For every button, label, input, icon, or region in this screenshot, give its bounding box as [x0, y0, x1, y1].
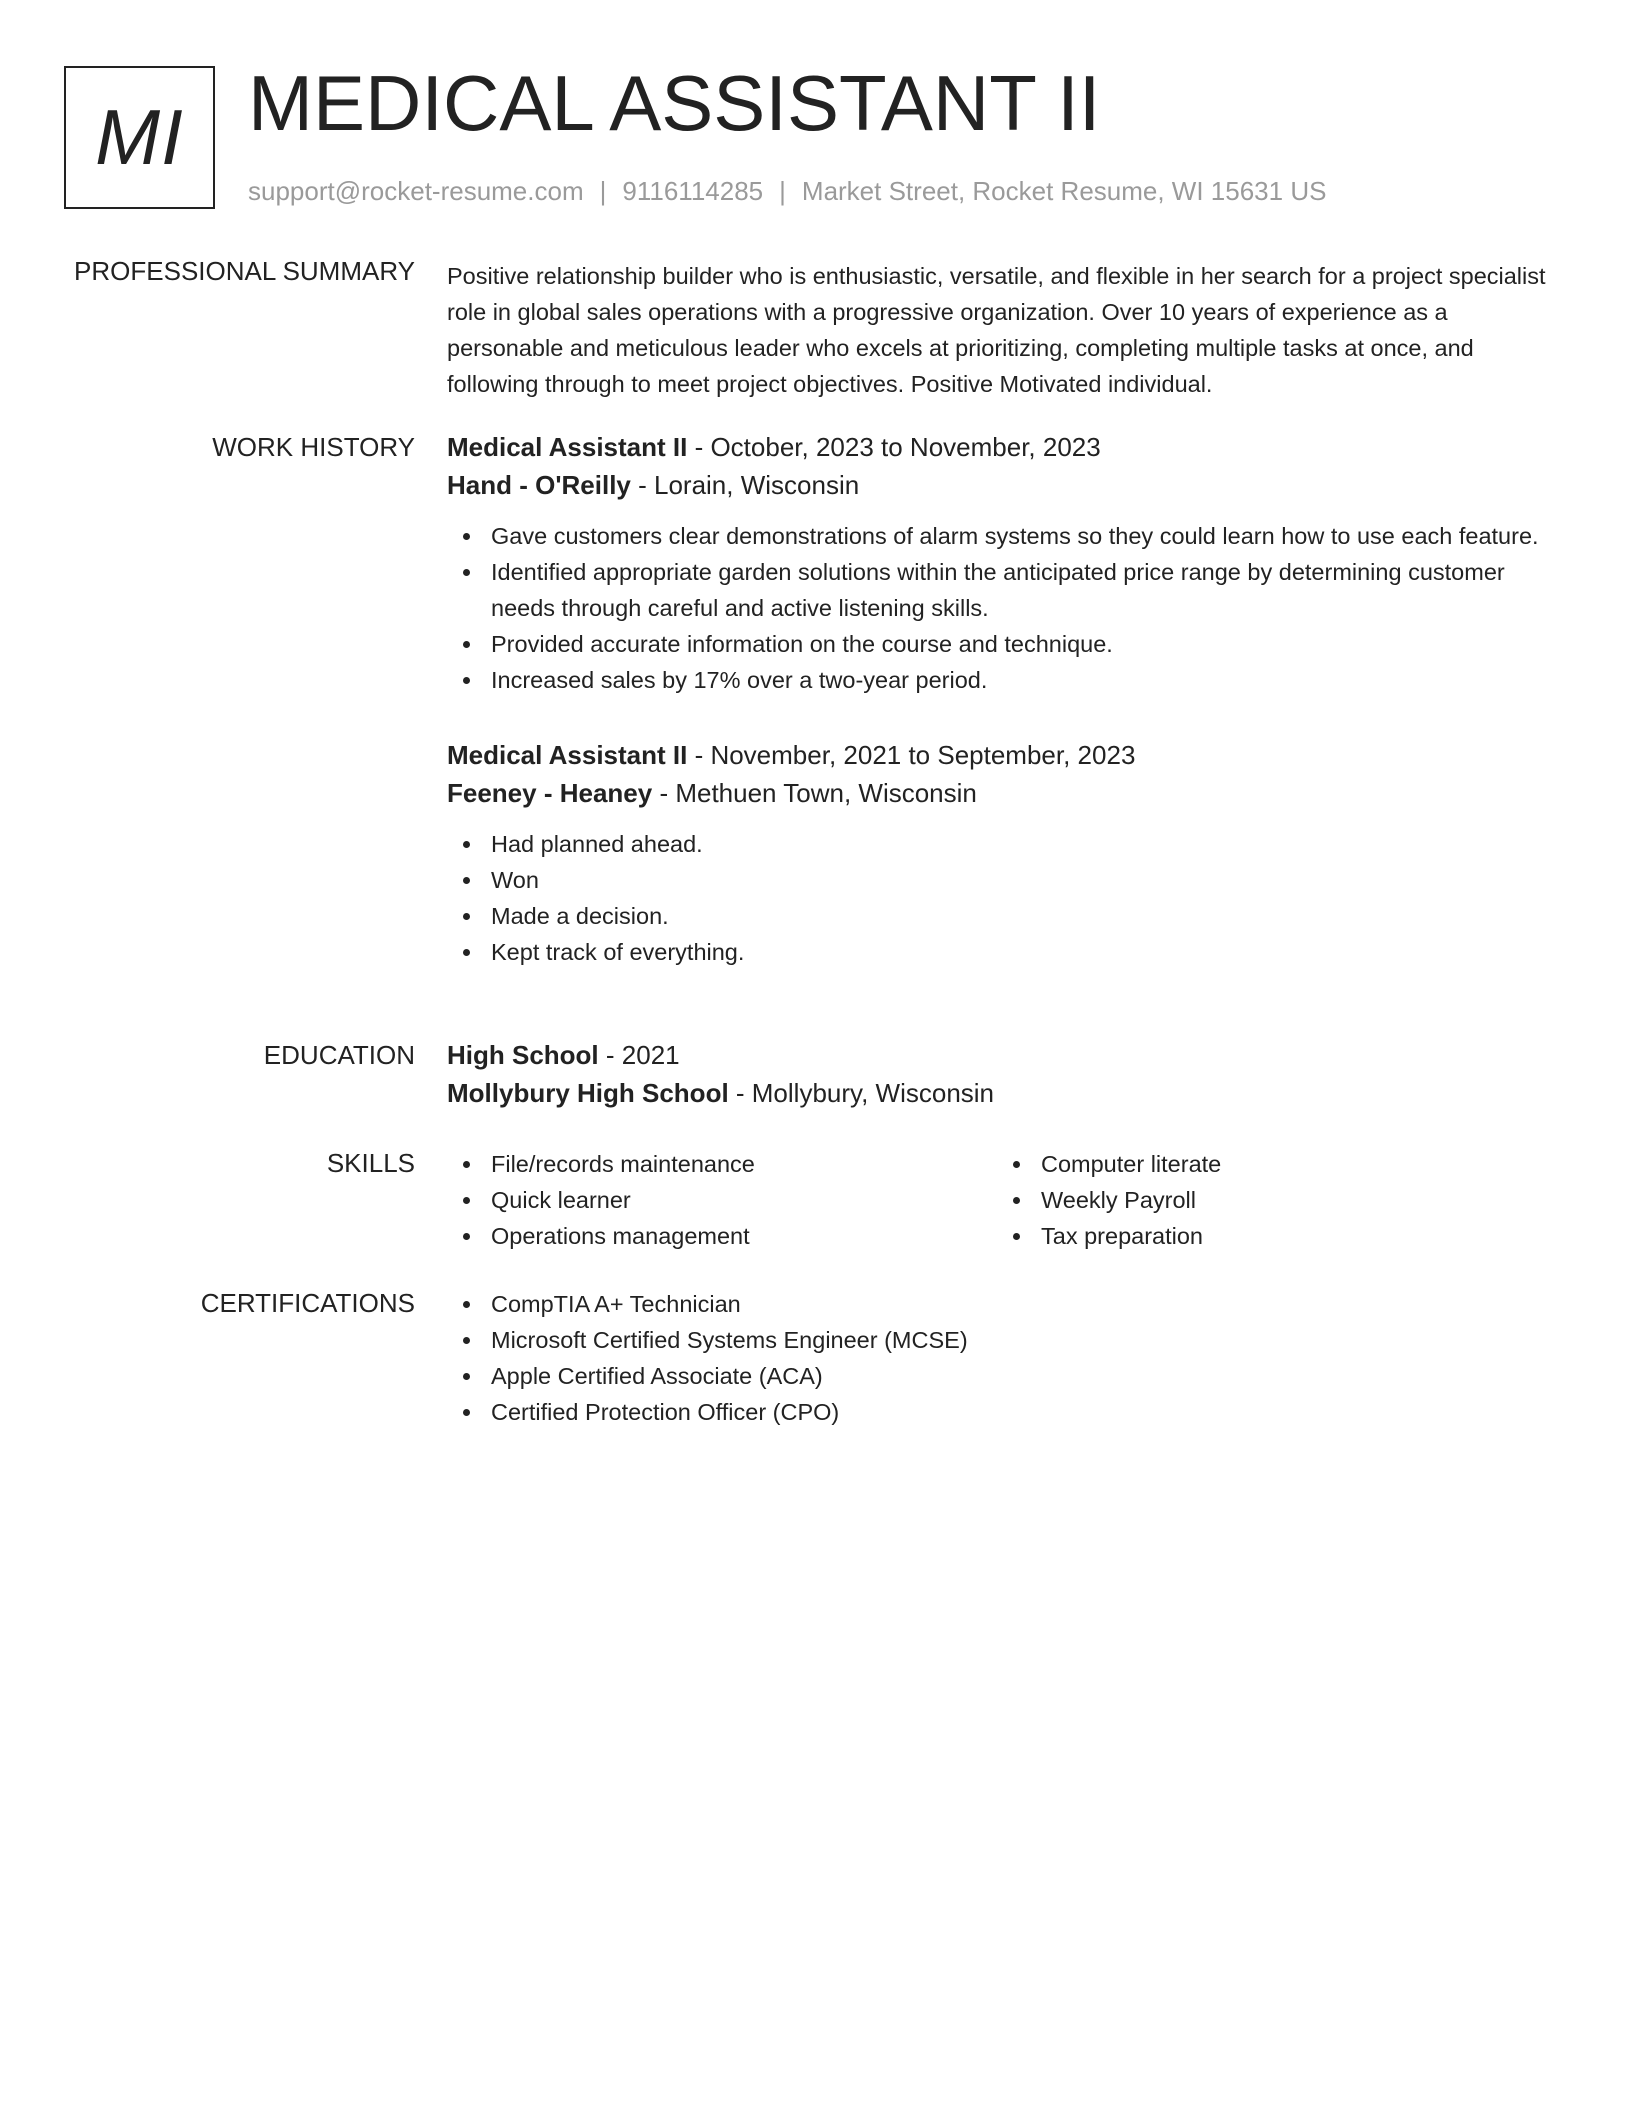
skills-list	[997, 1146, 1547, 1254]
summary-text: Positive relationship builder who is enthusiastic, versatile, and flexible in her search for a project specialist role in global sales operations with a progressive organization. Over 10 years of experience as a personable and meticulous leader who excels at prioritizing, completing multiple tasks at once, and following through to meet project objectives. Positive Motivated individual.	[447, 263, 1546, 397]
job-bullets	[447, 518, 1567, 698]
job-dates: - November, 2021 to September, 2023	[687, 740, 1136, 770]
contact-email[interactable]: support@rocket-resume.com	[248, 176, 584, 206]
job-company-line	[447, 774, 1567, 812]
education-school: Mollybury High School	[447, 1078, 729, 1108]
job-entry	[447, 428, 1567, 698]
job-bullet: Had planned ahead.	[447, 826, 1567, 862]
section-title-skills: SKILLS	[326, 1148, 415, 1178]
skill-item: Quick learner	[447, 1182, 997, 1218]
job-location: - Lorain, Wisconsin	[630, 470, 860, 500]
skills-grid	[447, 1146, 1567, 1254]
certification-item: Certified Protection Officer (CPO)	[447, 1394, 1567, 1430]
skills-list	[447, 1146, 997, 1254]
education-degree: High School	[447, 1040, 599, 1070]
certifications-list	[447, 1286, 1567, 1430]
resume-name: MEDICAL ASSISTANT II	[248, 59, 1101, 147]
certification-item: Microsoft Certified Systems Engineer (MCSE)	[447, 1322, 1567, 1358]
job-bullet: Provided accurate information on the course and technique.	[447, 626, 1567, 662]
skills-column-left	[447, 1146, 997, 1254]
job-dates: - October, 2023 to November, 2023	[687, 432, 1101, 462]
contact-line	[248, 176, 1326, 206]
job-company: Hand - O'Reilly	[447, 470, 631, 500]
skill-item: Computer literate	[997, 1146, 1547, 1182]
job-bullet: Gave customers clear demonstrations of alarm systems so they could learn how to use each feature.	[447, 518, 1567, 554]
section-title-certifications: CERTIFICATIONS	[200, 1288, 415, 1318]
skill-item: File/records maintenance	[447, 1146, 997, 1182]
job-entry	[447, 736, 1567, 970]
job-company: Feeney - Heaney	[447, 778, 653, 808]
job-bullet: Won	[447, 862, 1567, 898]
certification-item: Apple Certified Associate (ACA)	[447, 1358, 1567, 1394]
monogram-box	[64, 66, 215, 209]
monogram-initials: MI	[95, 93, 184, 181]
job-role: Medical Assistant II	[447, 432, 688, 462]
job-role: Medical Assistant II	[447, 740, 688, 770]
job-bullet: Identified appropriate garden solutions within the anticipated price range by determining customer needs through careful and active listening skills.	[447, 554, 1567, 626]
section-title-education: EDUCATION	[263, 1040, 415, 1070]
skill-item: Weekly Payroll	[997, 1182, 1547, 1218]
job-bullet: Increased sales by 17% over a two-year period.	[447, 662, 1567, 698]
skill-item: Tax preparation	[997, 1218, 1547, 1254]
section-title-work-history: WORK HISTORY	[212, 432, 415, 462]
certification-item: CompTIA A+ Technician	[447, 1286, 1567, 1322]
education-school-line	[447, 1074, 1567, 1112]
skill-item: Operations management	[447, 1218, 997, 1254]
job-bullets	[447, 826, 1567, 970]
contact-separator: |	[599, 176, 607, 206]
education-degree-line	[447, 1036, 1567, 1074]
contact-phone[interactable]: 9116114285	[622, 176, 764, 206]
job-bullet: Kept track of everything.	[447, 934, 1567, 970]
contact-separator: |	[779, 176, 786, 206]
education-year: - 2021	[598, 1040, 680, 1070]
education-location: - Mollybury, Wisconsin	[728, 1078, 995, 1108]
job-bullet: Made a decision.	[447, 898, 1567, 934]
job-title-line	[447, 428, 1567, 466]
skills-column-right	[997, 1146, 1547, 1254]
job-company-line	[447, 466, 1567, 504]
section-title-summary: PROFESSIONAL SUMMARY	[74, 256, 415, 286]
contact-address: Market Street, Rocket Resume, WI 15631 US	[801, 176, 1327, 206]
job-title-line	[447, 736, 1567, 774]
job-location: - Methuen Town, Wisconsin	[652, 778, 977, 808]
